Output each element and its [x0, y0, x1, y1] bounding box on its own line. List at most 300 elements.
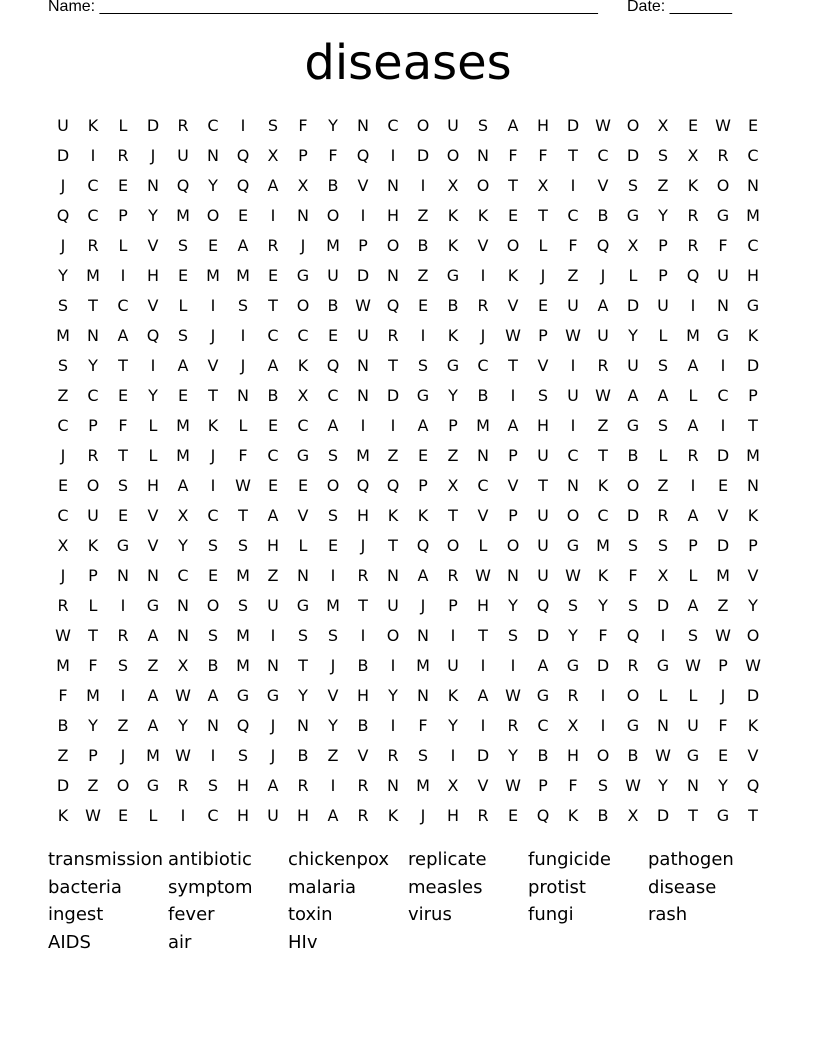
grid-letter: S [657, 356, 669, 375]
grid-letter: G [296, 446, 310, 465]
grid-letter: T [208, 386, 218, 405]
grid-letter: J [60, 176, 66, 195]
grid-letter: P [508, 506, 518, 525]
grid-letter: W [235, 476, 251, 495]
grid-letter: W [505, 326, 521, 345]
grid-letter: P [88, 566, 98, 585]
grid-letter: O [476, 176, 490, 195]
grid-letter: V [477, 236, 489, 255]
grid-letter: H [476, 596, 490, 615]
grid-letter: M [176, 446, 190, 465]
grid-letter: O [506, 536, 520, 555]
grid-letter: A [177, 356, 189, 375]
grid-letter: R [687, 236, 699, 255]
grid-letter: D [626, 506, 640, 525]
grid-letter: A [537, 656, 549, 675]
grid-letter: B [477, 386, 489, 405]
grid-letter: S [207, 536, 219, 555]
grid-letter: O [206, 206, 220, 225]
grid-letter: R [687, 446, 699, 465]
grid-letter: D [416, 146, 430, 165]
grid-letter: V [537, 356, 549, 375]
grid-letter: N [297, 566, 309, 585]
grid-letter: Z [57, 746, 69, 765]
grid-letter: Y [718, 776, 728, 795]
worksheet-header [48, 0, 732, 16]
grid-letter: W [565, 326, 581, 345]
grid-letter: V [507, 296, 519, 315]
grid-letter: X [627, 806, 639, 825]
grid-letter: I [330, 776, 336, 795]
grid-letter: K [57, 806, 69, 825]
grid-letter: Y [148, 386, 158, 405]
grid-letter: T [448, 506, 458, 525]
grid-letter: E [117, 386, 129, 405]
grid-letter: N [357, 386, 369, 405]
grid-letter: V [507, 476, 519, 495]
grid-letter: T [298, 656, 308, 675]
grid-letter: V [147, 296, 159, 315]
grid-letter: K [447, 236, 459, 255]
grid-letter: C [117, 296, 129, 315]
grid-letter: H [266, 536, 280, 555]
grid-letter: K [507, 266, 519, 285]
grid-letter: J [210, 326, 216, 345]
grid-letter: M [686, 326, 700, 345]
grid-letter: W [55, 626, 71, 645]
grid-letter: I [270, 626, 276, 645]
grid-letter: Z [657, 176, 669, 195]
grid-letter: I [450, 626, 456, 645]
grid-letter: S [327, 506, 339, 525]
grid-letter: B [57, 716, 69, 735]
word-list-item: fever [168, 904, 215, 926]
grid-letter: Q [236, 146, 250, 165]
grid-letter: N [147, 566, 159, 585]
grid-letter: T [748, 416, 758, 435]
grid-letter: K [747, 716, 759, 735]
grid-letter: M [56, 326, 70, 345]
grid-letter: I [270, 206, 276, 225]
grid-letter: K [447, 686, 459, 705]
grid-letter: Q [686, 266, 700, 285]
grid-letter: U [357, 326, 369, 345]
grid-letter: O [296, 296, 310, 315]
grid-letter: M [326, 596, 340, 615]
grid-letter: Z [567, 266, 579, 285]
grid-letter: Y [508, 596, 518, 615]
grid-letter: D [746, 356, 760, 375]
grid-letter: G [716, 806, 730, 825]
grid-letter: X [447, 476, 459, 495]
grid-letter: O [596, 746, 610, 765]
grid-letter: X [297, 176, 309, 195]
grid-letter: J [270, 716, 276, 735]
grid-letter: S [207, 626, 219, 645]
grid-letter: A [147, 626, 159, 645]
grid-letter: E [507, 806, 519, 825]
grid-letter: E [207, 566, 219, 585]
word-list-item: virus [408, 904, 452, 926]
grid-letter: I [570, 356, 576, 375]
grid-letter: N [747, 476, 759, 495]
grid-letter: S [627, 596, 639, 615]
grid-letter: B [327, 176, 339, 195]
grid-letter: F [118, 416, 128, 435]
grid-letter: T [118, 446, 128, 465]
grid-letter: N [387, 266, 399, 285]
grid-letter: D [626, 296, 640, 315]
grid-letter: Y [208, 176, 218, 195]
grid-letter: W [715, 116, 731, 135]
grid-letter: N [357, 356, 369, 375]
grid-letter: U [447, 116, 459, 135]
grid-letter: R [267, 236, 279, 255]
grid-letter: S [117, 476, 129, 495]
grid-letter: A [507, 116, 519, 135]
grid-letter: J [60, 236, 66, 255]
grid-letter: M [596, 536, 610, 555]
grid-letter: S [237, 536, 249, 555]
grid-letter: E [687, 116, 699, 135]
grid-letter: O [86, 476, 100, 495]
grid-letter: T [748, 806, 758, 825]
grid-letter: Y [658, 776, 668, 795]
grid-letter: R [117, 146, 129, 165]
grid-letter: F [568, 776, 578, 795]
grid-letter: C [747, 146, 759, 165]
grid-letter: A [687, 356, 699, 375]
grid-letter: Y [658, 206, 668, 225]
grid-letter: K [87, 116, 99, 135]
grid-letter: J [150, 146, 156, 165]
grid-letter: I [120, 686, 126, 705]
grid-letter: W [475, 566, 491, 585]
grid-letter: U [687, 716, 699, 735]
grid-letter: J [120, 746, 126, 765]
grid-letter: T [538, 206, 548, 225]
grid-letter: H [446, 806, 460, 825]
grid-letter: A [267, 506, 279, 525]
grid-letter: I [360, 206, 366, 225]
grid-letter: H [386, 206, 400, 225]
grid-letter: C [597, 506, 609, 525]
grid-letter: N [387, 566, 399, 585]
grid-letter: M [236, 656, 250, 675]
grid-letter: R [297, 776, 309, 795]
grid-letter: U [537, 506, 549, 525]
grid-letter: B [327, 296, 339, 315]
grid-letter: X [177, 506, 189, 525]
grid-letter: M [146, 746, 160, 765]
grid-letter: D [716, 536, 730, 555]
grid-letter: Q [236, 176, 250, 195]
grid-letter: E [267, 416, 279, 435]
grid-letter: Q [236, 716, 250, 735]
grid-letter: N [237, 386, 249, 405]
grid-letter: I [120, 596, 126, 615]
grid-letter: D [146, 116, 160, 135]
grid-letter: A [267, 176, 279, 195]
grid-letter: Y [388, 686, 398, 705]
grid-letter: S [507, 626, 519, 645]
grid-letter: L [148, 806, 158, 825]
grid-letter: D [656, 806, 670, 825]
word-list-item: HIv [288, 932, 318, 954]
grid-letter: B [297, 746, 309, 765]
grid-letter: B [537, 746, 549, 765]
grid-letter: W [685, 656, 701, 675]
grid-letter: Q [416, 536, 430, 555]
word-list-item: protist [528, 876, 586, 898]
grid-letter: N [687, 776, 699, 795]
grid-letter: A [327, 806, 339, 825]
grid-letter: Z [447, 446, 459, 465]
grid-letter: E [117, 806, 129, 825]
grid-letter: U [87, 506, 99, 525]
grid-letter: M [746, 206, 760, 225]
grid-letter: P [538, 776, 548, 795]
grid-letter: S [177, 236, 189, 255]
grid-letter: S [567, 596, 579, 615]
grid-letter: L [148, 446, 158, 465]
grid-letter: F [538, 146, 548, 165]
grid-letter: O [446, 146, 460, 165]
grid-letter: Q [176, 176, 190, 195]
grid-letter: H [236, 806, 250, 825]
grid-letter: S [117, 656, 129, 675]
grid-letter: U [567, 386, 579, 405]
word-list-item: malaria [288, 876, 357, 898]
grid-letter: Y [178, 536, 188, 555]
grid-letter: D [476, 746, 490, 765]
grid-letter: M [716, 566, 730, 585]
grid-letter: G [626, 206, 640, 225]
grid-letter: F [418, 716, 428, 735]
grid-letter: P [448, 596, 458, 615]
grid-letter: B [267, 386, 279, 405]
grid-letter: T [508, 356, 518, 375]
grid-letter: F [598, 626, 608, 645]
grid-letter: Q [326, 356, 340, 375]
grid-letter: X [57, 536, 69, 555]
grid-letter: T [118, 356, 128, 375]
grid-letter: Z [87, 776, 99, 795]
grid-letter: W [175, 746, 191, 765]
grid-letter: G [416, 386, 430, 405]
grid-letter: W [85, 806, 101, 825]
grid-letter: C [57, 506, 69, 525]
grid-letter: D [566, 116, 580, 135]
grid-letter: K [747, 506, 759, 525]
grid-letter: F [718, 236, 728, 255]
grid-letter: N [177, 626, 189, 645]
grid-letter: P [118, 206, 128, 225]
word-list-item: antibiotic [168, 849, 252, 870]
grid-letter: L [688, 686, 698, 705]
grid-letter: I [420, 326, 426, 345]
grid-letter: S [327, 446, 339, 465]
grid-letter: X [297, 386, 309, 405]
grid-letter: B [417, 236, 429, 255]
grid-letter: R [357, 776, 369, 795]
grid-letter: O [446, 536, 460, 555]
grid-letter: I [720, 416, 726, 435]
grid-letter: O [116, 776, 130, 795]
grid-letter: J [420, 806, 426, 825]
grid-letter: P [688, 536, 698, 555]
grid-letter: W [505, 686, 521, 705]
grid-letter: D [56, 146, 70, 165]
grid-letter: S [537, 386, 549, 405]
grid-letter: N [417, 626, 429, 645]
grid-letter: U [327, 266, 339, 285]
grid-letter: J [240, 356, 246, 375]
grid-letter: Y [448, 386, 458, 405]
grid-letter: U [537, 446, 549, 465]
grid-letter: E [297, 476, 309, 495]
grid-letter: A [507, 416, 519, 435]
grid-letter: L [658, 446, 668, 465]
grid-letter: G [236, 686, 250, 705]
grid-letter: G [296, 596, 310, 615]
grid-letter: R [387, 326, 399, 345]
grid-letter: P [748, 536, 758, 555]
grid-letter: N [117, 566, 129, 585]
grid-letter: D [626, 146, 640, 165]
grid-letter: M [86, 266, 100, 285]
grid-letter: C [57, 416, 69, 435]
grid-letter: K [87, 536, 99, 555]
grid-letter: W [355, 296, 371, 315]
grid-letter: G [146, 776, 160, 795]
grid-letter: G [686, 746, 700, 765]
grid-letter: N [177, 596, 189, 615]
grid-letter: W [625, 776, 641, 795]
word-list-item: fungicide [528, 849, 611, 870]
grid-letter: V [327, 686, 339, 705]
grid-letter: U [57, 116, 69, 135]
grid-letter: E [747, 116, 759, 135]
grid-letter: C [87, 206, 99, 225]
grid-letter: R [117, 626, 129, 645]
grid-letter: U [567, 296, 579, 315]
grid-letter: T [88, 296, 98, 315]
grid-letter: S [417, 746, 429, 765]
grid-letter: H [536, 416, 550, 435]
grid-letter: Y [568, 626, 578, 645]
grid-letter: E [327, 536, 339, 555]
grid-letter: V [357, 746, 369, 765]
grid-letter: N [747, 176, 759, 195]
grid-letter: W [175, 686, 191, 705]
grid-letter: H [566, 746, 580, 765]
grid-letter: J [720, 686, 726, 705]
grid-letter: X [447, 776, 459, 795]
grid-letter: M [236, 626, 250, 645]
grid-letter: V [747, 566, 759, 585]
grid-letter: Y [448, 716, 458, 735]
grid-letter: B [357, 656, 369, 675]
grid-letter: L [688, 386, 698, 405]
grid-letter: C [747, 236, 759, 255]
grid-letter: S [177, 326, 189, 345]
grid-letter: R [597, 356, 609, 375]
grid-letter: G [566, 656, 580, 675]
grid-letter: N [297, 206, 309, 225]
grid-letter: F [508, 146, 518, 165]
grid-letter: M [236, 566, 250, 585]
grid-letter: H [356, 686, 370, 705]
grid-letter: Z [267, 566, 279, 585]
grid-letter: P [298, 146, 308, 165]
grid-letter: J [420, 596, 426, 615]
grid-letter: J [360, 536, 366, 555]
grid-letter: C [297, 416, 309, 435]
grid-letter: M [476, 416, 490, 435]
grid-letter: Z [597, 416, 609, 435]
grid-letter: G [446, 356, 460, 375]
grid-letter: P [658, 266, 668, 285]
grid-letter: C [327, 386, 339, 405]
grid-letter: S [297, 626, 309, 645]
grid-letter: N [207, 716, 219, 735]
grid-letter: F [718, 716, 728, 735]
grid-letter: R [357, 806, 369, 825]
word-list-item: transmission [48, 849, 163, 870]
grid-letter: P [658, 236, 668, 255]
grid-letter: A [417, 416, 429, 435]
grid-letter: X [627, 236, 639, 255]
grid-letter: L [118, 236, 128, 255]
grid-letter: Y [508, 746, 518, 765]
grid-letter: I [180, 806, 186, 825]
grid-letter: I [210, 746, 216, 765]
grid-letter: H [746, 266, 760, 285]
grid-letter: T [538, 476, 548, 495]
grid-letter: O [386, 626, 400, 645]
grid-letter: C [87, 176, 99, 195]
grid-letter: M [86, 686, 100, 705]
grid-letter: P [718, 656, 728, 675]
grid-letter: C [387, 116, 399, 135]
grid-letter: I [570, 176, 576, 195]
grid-letter: C [717, 386, 729, 405]
grid-letter: V [147, 506, 159, 525]
grid-letter: N [567, 476, 579, 495]
grid-letter: I [600, 686, 606, 705]
grid-letter: Z [657, 476, 669, 495]
grid-letter: G [116, 536, 130, 555]
grid-letter: H [236, 776, 250, 795]
grid-letter: M [416, 776, 430, 795]
grid-letter: D [716, 446, 730, 465]
grid-letter: R [717, 146, 729, 165]
grid-letter: I [510, 656, 516, 675]
grid-letter: C [567, 446, 579, 465]
grid-letter: R [447, 566, 459, 585]
grid-letter: R [687, 206, 699, 225]
word-list-item: bacteria [48, 876, 122, 898]
grid-letter: I [390, 656, 396, 675]
grid-letter: K [207, 416, 219, 435]
grid-letter: V [747, 746, 759, 765]
grid-letter: Y [748, 596, 758, 615]
grid-letter: D [386, 386, 400, 405]
word-list [48, 846, 768, 957]
grid-letter: D [356, 266, 370, 285]
grid-letter: J [600, 266, 606, 285]
